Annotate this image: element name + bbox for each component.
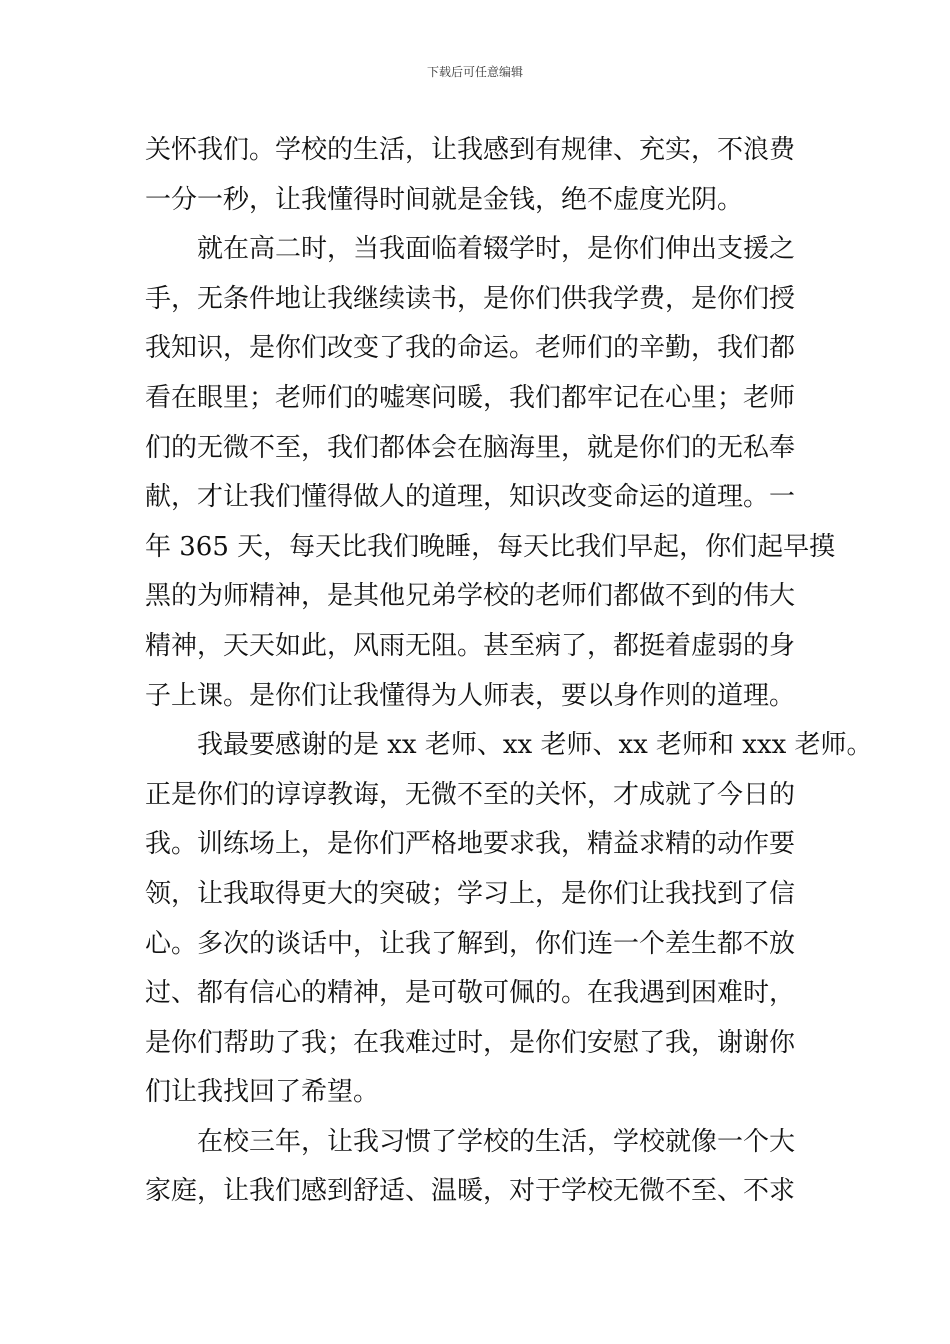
document-body (145, 126, 873, 1217)
text-line: 子上课。是你们让我懂得为人师表，要以身作则的道理。 (145, 680, 796, 711)
text-line: 我。训练场上，是你们严格地要求我，精益求精的动作要 (145, 829, 796, 860)
text-line: 们的无微不至，我们都体会在脑海里，就是你们的无私奉 (145, 432, 796, 463)
text-line: 一分一秒，让我懂得时间就是金钱，绝不虚度光阴。 (145, 184, 744, 215)
text-line: 领，让我取得更大的突破；学习上，是你们让我找到了信 (145, 878, 796, 909)
text-line: 献，才让我们懂得做人的道理，知识改变命运的道理。一 (145, 482, 796, 513)
text-line: 黑的为师精神，是其他兄弟学校的老师们都做不到的伟大 (145, 581, 796, 612)
text-line: 手，无条件地让我继续读书，是你们供我学费，是你们授 (145, 283, 796, 314)
text-line: 过、都有信心的精神，是可敬可佩的。在我遇到困难时， (145, 978, 796, 1009)
text-line: 就在高二时，当我面临着辍学时，是你们伸出支援之 (145, 234, 796, 265)
text-line: 精神，天天如此，风雨无阻。甚至病了，都挺着虚弱的身 (145, 630, 796, 661)
page-header: 下载后可任意编辑 (426, 65, 523, 79)
text-line: 我最要感谢的是 xx 老师、xx 老师、xx 老师和 xxx 老师。 (145, 730, 873, 761)
text-line: 我知识，是你们改变了我的命运。老师们的辛勤，我们都 (145, 333, 796, 364)
text-line: 正是你们的谆谆教诲，无微不至的关怀，才成就了今日的 (145, 779, 796, 810)
text-line: 关怀我们。学校的生活，让我感到有规律、充实，不浪费 (145, 135, 796, 165)
text-line: 是你们帮助了我；在我难过时，是你们安慰了我，谢谢你 (145, 1027, 796, 1058)
text-line: 年 365 天，每天比我们晚睡，每天比我们早起，你们起早摸 (145, 531, 836, 562)
text-line: 心。多次的谈话中，让我了解到，你们连一个差生都不放 (145, 928, 796, 959)
text-line: 看在眼里；老师们的嘘寒问暖，我们都牢记在心里；老师 (145, 382, 796, 413)
text-line: 们让我找回了希望。 (145, 1077, 380, 1108)
text-line: 在校三年，让我习惯了学校的生活，学校就像一个大 (145, 1126, 796, 1157)
text-line: 家庭，让我们感到舒适、温暖，对于学校无微不至、不求 (145, 1176, 796, 1207)
